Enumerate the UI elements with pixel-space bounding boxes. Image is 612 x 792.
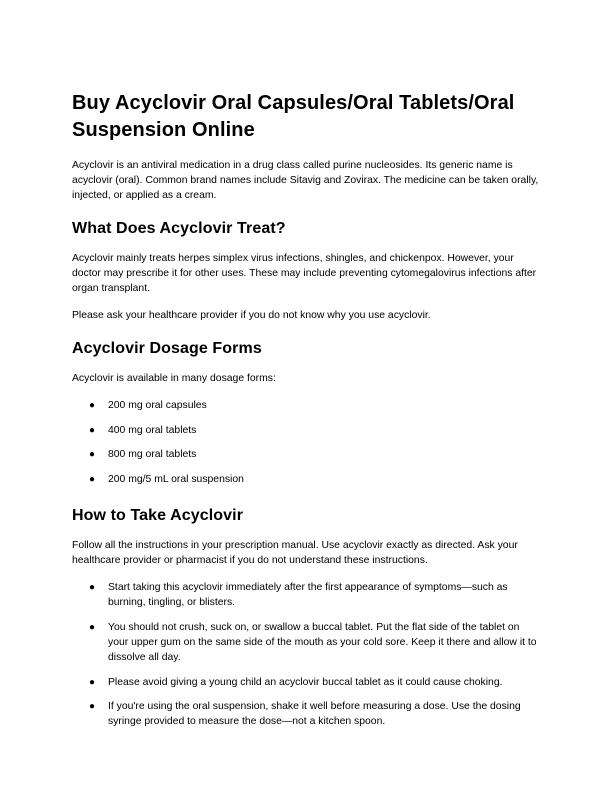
section-paragraph: Acyclovir is available in many dosage forms: [72, 373, 276, 384]
section-what-does-it-treat [72, 219, 540, 323]
bullet-icon: ● [89, 400, 96, 411]
section-how-to-take [72, 506, 540, 729]
list-item: ● 400 mg oral tablets [89, 424, 197, 436]
list-item: ● If you're using the oral suspension, shake it well before measuring a dose. Use the dosing syringe provided to measure the dose—not a kitchen spoon. [89, 701, 521, 728]
list-item: ● 800 mg oral tablets [89, 449, 197, 461]
document-page [72, 90, 540, 739]
bullet-icon: ● [89, 449, 96, 461]
list-item: ● Please avoid giving a young child an acyclovir buccal tablet as it could cause choking. [89, 676, 503, 688]
bullet-icon: ● [89, 621, 96, 633]
section-heading: What Does Acyclovir Treat? [72, 220, 286, 237]
section-heading: How to Take Acyclovir [72, 507, 244, 525]
section-paragraph: Please ask your healthcare provider if you do not know why you use acyclovir. [72, 310, 431, 321]
section-dosage-forms [72, 339, 540, 487]
list-item: ● 200 mg oral capsules [89, 400, 207, 411]
bullet-icon: ● [89, 582, 96, 594]
bullet-icon: ● [89, 701, 96, 713]
instructions-list [72, 580, 540, 729]
dosage-forms-list [72, 398, 540, 487]
page-title: Buy Acyclovir Oral Capsules/Oral Tablets/Oral Suspension Online [72, 92, 515, 141]
bullet-icon: ● [89, 424, 96, 436]
bullet-icon: ● [89, 676, 96, 688]
intro-paragraph: Acyclovir is an antiviral medication in a drug class called purine nucleosides. Its generic name is acyclovir (oral). Common brand names include Sitavig and Zovirax. The medicine can be taken orally, injected, or applied as a cream. [72, 160, 539, 201]
section-heading: Acyclovir Dosage Forms [72, 340, 262, 357]
list-item: ● Start taking this acyclovir immediately after the first appearance of symptoms—such as burning, tingling, or blisters. [89, 582, 508, 609]
bullet-icon: ● [89, 473, 96, 485]
list-item: ● 200 mg/5 mL oral suspension [89, 473, 244, 485]
section-paragraph: Follow all the instructions in your prescription manual. Use acyclovir exactly as directed. Ask your healthcare provider or pharmacist if you do not understand these instructions. [72, 540, 518, 567]
list-item: ● You should not crush, suck on, or swallow a buccal tablet. Put the flat side of the tablet on your upper gum on the same side of the mouth as your cold sore. Keep it there and allow it to dissolve all day. [89, 621, 537, 663]
section-paragraph: Acyclovir mainly treats herpes simplex virus infections, shingles, and chickenpox. However, your doctor may prescribe it for other uses. These may include preventing cytomegalovirus infections after organ transplant. [72, 253, 537, 294]
